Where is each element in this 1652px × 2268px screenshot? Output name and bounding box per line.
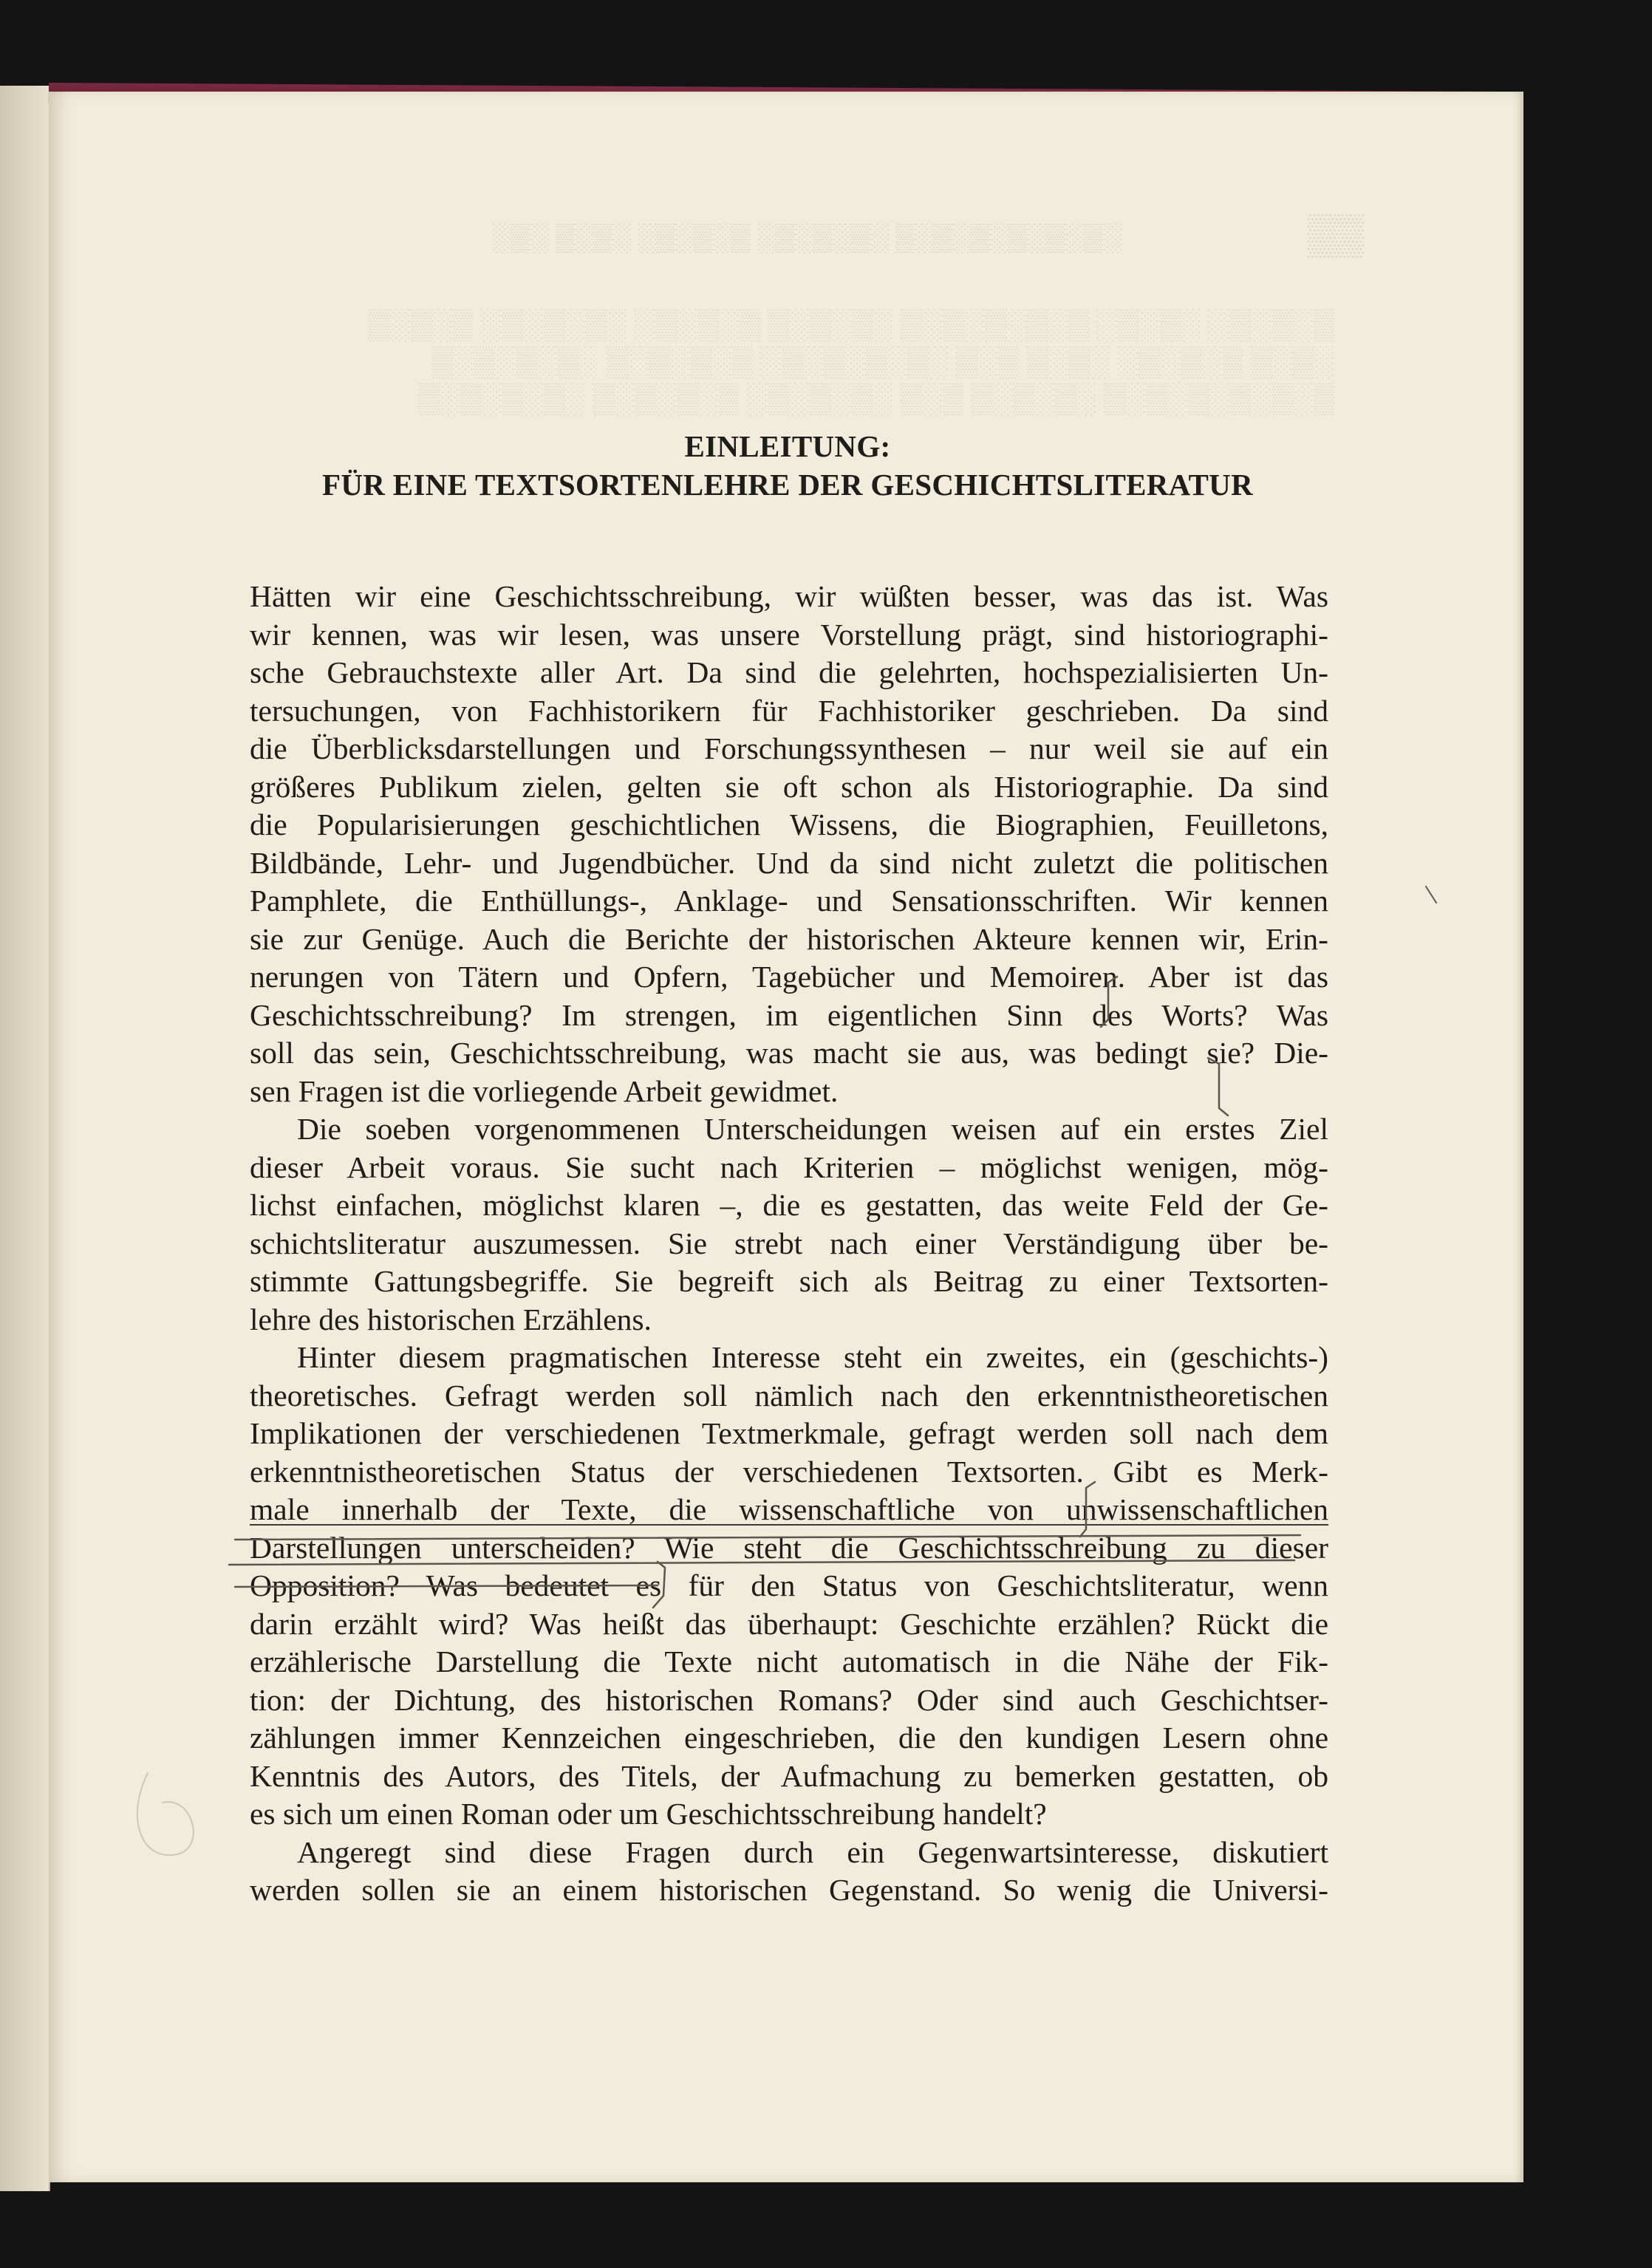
body-text [250,578,1328,1910]
text-line: Pamphlete, die Enthüllungs-, Anklage- und Sensationsschriften. Wir kennen [250,884,1328,918]
text-line: die Popularisierungen geschichtlichen Wissens, die Biographien, Feuilletons, [250,807,1328,841]
text-line: schichtsliteratur auszumessen. Sie strebt nach einer Verständigung über be- [250,1226,1328,1260]
chapter-subtitle: FÜR EINE TEXTSORTENLEHRE DER GESCHICHTSLITERATUR [322,468,1253,502]
text-line: Opposition? Was bedeutet es für den Status von Geschichtsliteratur, wenn [250,1568,1328,1602]
text-line: werden sollen sie an einem historischen Gegenstand. So wenig die Universi- [250,1873,1328,1907]
text-line: theoretisches. Gefragt werden soll nämlich nach den erkenntnistheoretischen [250,1378,1328,1413]
text-line: Geschichtsschreibung? Im strengen, im eigentlichen Sinn des Worts? Was [250,997,1328,1032]
chapter-title: EINLEITUNG: [684,429,891,463]
text-line: lichst einfachen, möglichst klaren –, die es gestatten, das weite Feld der Ge- [250,1188,1328,1222]
text-line: tion: der Dichtung, des historischen Romans? Oder sind auch Geschichtser- [250,1682,1328,1717]
text-line: Kenntnis des Autors, des Titels, der Aufmachung zu bemerken gestatten, ob [250,1758,1328,1793]
text-line: Die soeben vorgenommenen Unterscheidungen weisen auf ein erstes Ziel [297,1112,1328,1146]
text-line: Hinter diesem pragmatischen Interesse steht ein zweites, ein (geschichts-) [297,1340,1328,1374]
bleed-through-text: ▒░▒░▒░ ░▒░▒░ ▒░▒░▒░▒░▒ ░▒░▒░▒ ▒░▒░▒░ ░▒░▒░▒░ ▒░▒░▒ ░▒░▒ ▒░▒░▒░ ░▒░▒ ▒░▒ ░▒░▒░▒░▒░ ▒░▒░▒░▒ ░▒░▒░▒░▒ ▒░▒░▒░▒░▒░▒ ░▒░▒░▒ ▒░▒ ░▒░▒░▒░ ▒░▒░▒░▒ ░▒░▒░▒░▒ [369,307,1334,414]
text-line: Implikationen der verschiedenen Textmerkmale, gefragt werden soll nach dem [250,1416,1328,1450]
text-line: erzählerische Darstellung die Texte nicht automatisch in die Nähe der Fik- [250,1644,1328,1678]
text-line-underlined: male innerhalb der Texte, die wissenschaftliche von unwissenschaftlichen [250,1492,1328,1526]
text-line: sie zur Genüge. Auch die Berichte der historischen Akteure kennen wir, Erin- [250,921,1328,956]
text-line: Hätten wir eine Geschichtsschreibung, wir wüßten besser, was das ist. Was [250,579,1328,613]
text-line: soll das sein, Geschichtsschreibung, was macht sie aus, was bedingt sie? Die- [250,1036,1328,1070]
bleed-through-page-number: ▒▒ [1307,212,1364,256]
text-line: nerungen von Tätern und Opfern, Tagebücher und Memoiren. Aber ist das [250,960,1328,994]
text-line: darin erzählt wird? Was heißt das überhaupt: Geschichte erzählen? Rückt die [250,1606,1328,1641]
text-line: erkenntnistheoretischen Status der verschiedenen Textsorten. Gibt es Merk- [250,1454,1328,1489]
text-line: zählungen immer Kennzeichen eingeschrieben, die den kundigen Lesern ohne [250,1721,1328,1755]
text-line: Darstellungen unterscheiden? Wie steht die Geschichtsschreibung zu dieser [250,1530,1328,1565]
left-page-edge [0,86,50,2191]
text-line: die Überblicksdarstellungen und Forschungssynthesen – nur weil sie auf ein [250,731,1328,765]
text-line: wir kennen, was wir lesen, was unsere Vorstellung prägt, sind historiographi- [250,617,1328,652]
bleed-through-header: ░▒░ ▒░▒░ ░▒░▒░▒ ░▒░▒░▒░ ▒░▒░▒░▒░▒░▒░ ▒▒ [492,212,1364,256]
text-line: es sich um einen Roman oder um Geschichtsschreibung handelt? [250,1797,1047,1831]
text-line: tersuchungen, von Fachhistorikern für Fachhistoriker geschrieben. Da sind [250,693,1328,728]
text-line: stimmte Gattungsbegriffe. Sie begreift sich als Beitrag zu einer Textsorten- [250,1264,1328,1298]
text-line: Angeregt sind diese Fragen durch ein Gegenwartsinteresse, diskutiert [297,1834,1328,1869]
book-page [49,92,1523,2182]
text-line: lehre des historischen Erzählens. [250,1302,652,1336]
text-line: sen Fragen ist die vorliegende Arbeit gewidmet. [250,1073,839,1108]
text-line: dieser Arbeit voraus. Sie sucht nach Kriterien – möglichst wenigen, mög- [250,1150,1328,1184]
text-line: größeres Publikum zielen, gelten sie oft schon als Historiographie. Da sind [250,769,1328,804]
text-line: Bildbände, Lehr- und Jugendbücher. Und da sind nicht zuletzt die politischen [250,845,1328,880]
text-line: sche Gebrauchstexte aller Art. Da sind die gelehrten, hochspezialisierten Un- [250,655,1328,689]
